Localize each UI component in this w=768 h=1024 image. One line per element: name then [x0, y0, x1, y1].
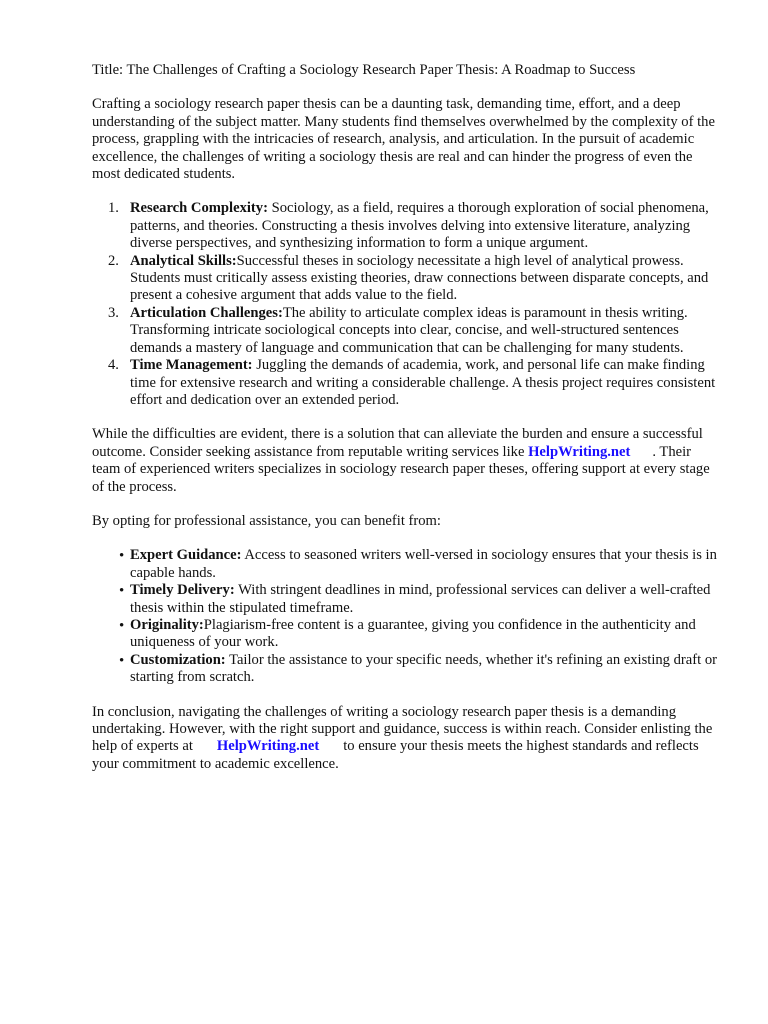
list-number: 1. — [108, 200, 119, 217]
list-item — [92, 357, 722, 409]
list-item-text: Juggling the demands of academia, work, and personal life can make finding time for extensive research and writing a considerable challenge. A thesis project requires consistent effort and dedication over an extended period. — [130, 357, 716, 408]
list-item — [92, 253, 722, 305]
list-item — [92, 305, 722, 357]
challenges-list — [92, 200, 722, 409]
list-item-text: Plagiarism-free content is a guarantee, giving you confidence in the authenticity and uniqueness of your work. — [130, 616, 696, 651]
list-number: 3. — [108, 304, 119, 321]
conclusion-text: In conclusion, navigating the challenges of writing a sociology research paper thesis is a demanding undertaking. However, with the right support and guidance, success is within reach. Consider enlisting the help of experts at — [92, 703, 713, 755]
list-item — [92, 582, 722, 617]
intro-paragraph: Crafting a sociology research paper thesis can be a daunting task, demanding time, effort, and a deep understanding of the subject matter. Many students find themselves overwhelmed by the complexity of the process, grappling with the intricacies of research, analysis, and articulation. In the pursuit of academic excellence, the challenges of writing a sociology thesis are real and can hinder the progress of even the most dedicated students. — [92, 96, 715, 183]
benefits-intro: By opting for professional assistance, you can benefit from: — [92, 512, 441, 529]
conclusion-text-after: to ensure your thesis meets the highest standards and reflects your commitment to academic excellence. — [92, 738, 699, 772]
conclusion-paragraph — [92, 704, 722, 774]
list-item-heading: Expert Guidance: — [130, 547, 242, 564]
bullet-icon: • — [119, 617, 125, 634]
list-item — [92, 652, 722, 687]
document-page — [92, 62, 722, 790]
list-item — [92, 617, 722, 652]
list-item-heading: Timely Delivery: — [130, 582, 235, 599]
bullet-icon: • — [119, 548, 125, 565]
list-item-text: Successful theses in sociology necessitate a high level of analytical prowess. Students must critically assess existing theories, draw connections between disparate concepts, and present a cohesive argument that adds value to the field. — [130, 252, 709, 304]
list-item-heading: Time Management: — [130, 357, 253, 374]
solution-text: While the difficulties are evident, there is a solution that can alleviate the burden and ensure a successful outcome. Consider seeking assistance from reputable writing services like — [92, 426, 703, 460]
list-item-heading: Originality: — [130, 616, 204, 633]
list-item-heading: Analytical Skills: — [130, 252, 237, 269]
helpwriting-link[interactable]: HelpWriting.net — [528, 443, 631, 460]
list-item — [92, 547, 722, 582]
list-number: 2. — [108, 252, 119, 269]
bullet-icon: • — [119, 652, 125, 669]
list-item-heading: Customization: — [130, 651, 226, 668]
list-item-heading: Research Complexity: — [130, 200, 268, 217]
list-item-heading: Articulation Challenges: — [130, 304, 283, 321]
document-title: Title: The Challenges of Crafting a Sociology Research Paper Thesis: A Roadmap to Success — [92, 62, 636, 78]
list-item-text: Access to seasoned writers well-versed in sociology ensures that your thesis is in capable hands. — [130, 547, 717, 581]
bullet-icon: • — [119, 583, 125, 600]
helpwriting-link[interactable]: HelpWriting.net — [216, 738, 320, 755]
list-item — [92, 200, 722, 252]
list-item-text: Sociology, as a field, requires a thorough exploration of social phenomena, patterns, and theories. Constructing a thesis involves delving into extensive literature, analyzing diverse perspectives, and synthesizing information to form a unique argument. — [130, 200, 709, 252]
solution-paragraph — [92, 426, 722, 496]
list-item-text: Tailor the assistance to your specific needs, whether it's refining an existing draft or starting from scratch. — [130, 651, 717, 686]
solution-text-after: . Their team of experienced writers specializes in sociology research paper theses, offering support at every stage of the process. — [92, 443, 710, 495]
list-item-text: With stringent deadlines in mind, professional services can deliver a well-crafted thesis within the stipulated timeframe. — [130, 582, 711, 616]
list-number: 4. — [108, 357, 119, 374]
list-item-text: The ability to articulate complex ideas is paramount in thesis writing. Transforming intricate sociological concepts into clear, concise, and well-structured sentences demands a mastery of language and communication that can be challenging for many students. — [130, 304, 688, 356]
benefits-list — [92, 547, 722, 686]
